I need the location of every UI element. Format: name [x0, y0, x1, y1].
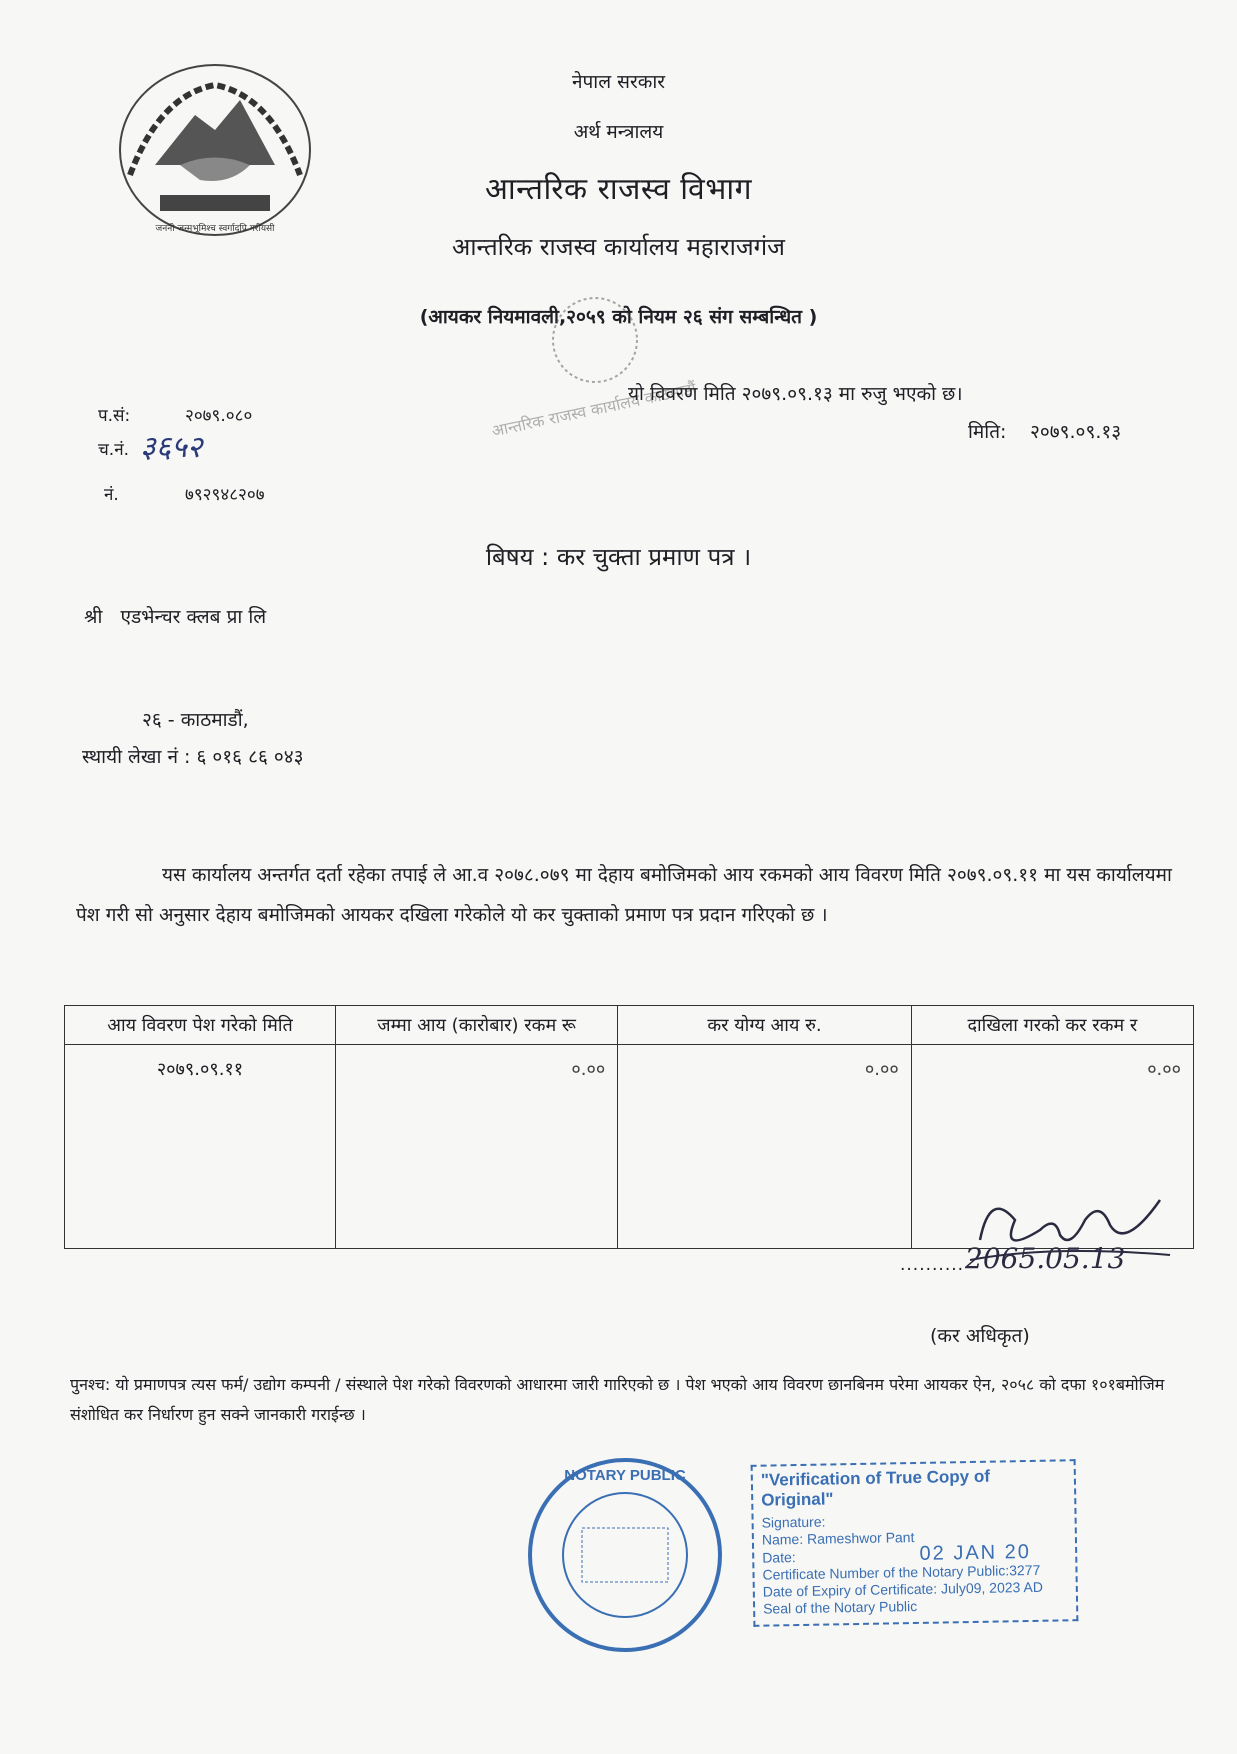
- footnote: पुनश्च: यो प्रमाणपत्र त्यस फर्म/ उद्योग कम्पनी / संस्थाले पेश गरेको विवरणको आधारमा जारी गारिएको छ । पेश भएको आय विवरण छानबिनम परेमा आयकर ऐन, २०५८ को दफा १०१बमोजिम संशोधित कर निर्धारण हुन सक्ने जानकारी गराईन्छ ।: [70, 1375, 1165, 1424]
- cell-taxable-income: ०.००: [618, 1045, 912, 1249]
- date-value: २०७९.०९.१३: [1030, 421, 1122, 443]
- chn-label: च.नं.: [98, 440, 130, 460]
- col-header-taxable-income: कर योग्य आय रु.: [618, 1006, 912, 1045]
- cell-tax-paid: ०.००: [911, 1045, 1193, 1249]
- col-header-tax-paid: दाखिला गरको कर रकम र: [911, 1006, 1193, 1045]
- date-label: मिति:: [968, 421, 1007, 443]
- notary-seal-icon: [520, 1450, 730, 1660]
- office-title: आन्तरिक राजस्व कार्यालय महाराजगंज: [452, 233, 785, 261]
- officer-role: (कर अधिकृत): [930, 1325, 1030, 1347]
- submitted-note: यो विवरण मिति २०७९.०९.१३ मा रुजु भएको छ।: [628, 383, 963, 405]
- signature-dots: ..........: [900, 1255, 965, 1275]
- verification-date-label: Date:: [762, 1549, 796, 1566]
- chn-value: ३६५२: [140, 430, 203, 465]
- verification-cert-number: Certificate Number of the Notary Public:3277: [762, 1561, 1041, 1583]
- addressee-address: २६ - काठमाडौं,: [142, 709, 249, 731]
- verification-seal-label: Seal of the Notary Public: [762, 1597, 918, 1617]
- col-header-date: आय विवरण पेश गरेको मिति: [65, 1006, 336, 1045]
- verification-expiry: Date of Expiry of Certificate: July09, 2023 AD: [762, 1578, 1044, 1600]
- department-title: आन्तरिक राजस्व विभाग: [484, 172, 752, 207]
- rule-reference: (आयकर नियमावली,२०५९ को नियम २६ संग सम्बन्धित ): [419, 306, 818, 328]
- svg-text:जननी जन्मभूमिश्च स्वर्गादपि गर: जननी जन्मभूमिश्च स्वर्गादपि गरीयसी: [155, 224, 275, 234]
- cell-total-income: ०.००: [335, 1045, 617, 1249]
- ps-value: २०७९.०८०: [185, 406, 253, 426]
- office-stamp-text: आन्तरिक राजस्व कार्यालय काठमाडौं: [489, 378, 698, 441]
- notary-seal-text: NOTARY PUBLIC: [564, 1467, 686, 1484]
- verification-date-value: 02 JAN 20: [919, 1540, 1032, 1565]
- subject-line: बिषय : कर चुक्ता प्रमाण पत्र ।: [485, 543, 752, 571]
- ministry-title: अर्थ मन्त्रालय: [573, 121, 664, 143]
- handwritten-date: 2065.05.13: [965, 1242, 1126, 1275]
- pan-number: स्थायी लेखा नं : ६ ०१६ ८६ ०४३: [82, 746, 304, 768]
- verification-title: "Verification of True Copy of Original": [760, 1466, 991, 1510]
- cell-date: २०७९.०९.११: [65, 1045, 336, 1249]
- col-header-total-income: जम्मा आय (कारोबार) रकम रू: [335, 1006, 617, 1045]
- verification-stamp: [751, 1459, 1079, 1627]
- no-value: ७९२९४८२०७: [185, 485, 265, 505]
- table-header-row: [65, 1006, 1194, 1045]
- verification-signature-label: Signature:: [761, 1513, 826, 1531]
- ps-label: प.सं:: [98, 406, 131, 426]
- no-label: नं.: [104, 485, 119, 505]
- body-paragraph: यस कार्यालय अन्तर्गत दर्ता रहेका तपाई ले आ.व २०७८.०७९ मा देहाय बमोजिमको आय रकमको आय विवरण मिति २०७९.०९.११ मा यस कार्यालयमा पेश गरी सो अनुसार देहाय बमोजिमको आयकर दखिला गरेकोले यो कर चुक्ताको प्रमाण पत्र प्रदान गरिएको छ ।: [76, 864, 1172, 926]
- government-title: नेपाल सरकार: [571, 71, 666, 93]
- addressee-name: श्री एडभेन्चर क्लब प्रा लि: [84, 606, 267, 628]
- verification-name: Name: Rameshwor Pant: [761, 1529, 915, 1548]
